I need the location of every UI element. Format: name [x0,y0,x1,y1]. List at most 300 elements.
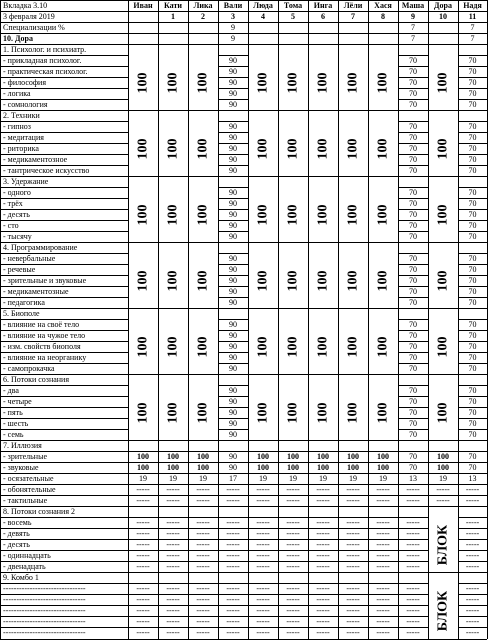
specialization-value [248,22,278,33]
value-cell: 90 [229,320,237,329]
row-grid-line [0,528,128,529]
value-cell: 70 [409,265,417,274]
value-cell: ----- [346,562,360,571]
row-grid-line [458,77,487,78]
row-grid-line [0,55,128,56]
merged-value-cell: 100 [285,336,300,357]
row-grid-line [398,352,428,353]
specialization-value: 9 [231,23,235,32]
dora-value [428,33,458,44]
row-grid-line [218,451,248,452]
row-grid-line [0,88,128,89]
value-cell: 70 [468,276,477,285]
value-cell: ----- [226,606,240,615]
row-grid-line [398,385,428,386]
row-grid-line [458,539,487,540]
column-header-name: Тома [283,1,303,10]
column-grid-line [458,0,459,639]
value-cell: 19 [199,474,207,483]
row-grid-line [188,473,218,474]
value-cell: ----- [286,485,300,494]
row-grid-line [458,209,487,210]
row-grid-line [338,605,368,606]
value-cell: 100 [167,463,179,472]
row-grid-line [338,462,368,463]
value-cell: ----- [346,496,360,505]
row-grid-line [248,495,278,496]
row-grid-line [278,627,308,628]
merged-value-cell: 100 [375,336,390,357]
row-grid-line [458,550,487,551]
row-label: ------------------------------- [3,628,86,637]
row-grid-line [458,220,487,221]
row-grid-line [338,627,368,628]
row-grid-line [308,484,338,485]
row-grid-line [398,297,428,298]
value-cell: 70 [409,276,417,285]
value-cell: ----- [286,595,300,604]
value-cell: ----- [376,595,390,604]
row-grid-line [398,616,428,617]
value-cell: 90 [229,430,237,439]
row-grid-line [278,594,308,595]
row-grid-line [458,165,487,166]
row-grid-line [218,209,248,210]
value-cell: 19 [319,474,327,483]
row-grid-line [0,594,128,595]
column-header-name: Дора [434,1,452,10]
value-cell: 90 [229,408,237,417]
row-grid-line [0,396,128,397]
merged-value-cell: 100 [315,402,330,423]
dora-value: 7 [470,34,475,43]
row-grid-line [338,473,368,474]
row-grid-line [0,66,128,67]
section-title: 4. Программирование [3,243,78,252]
value-cell: ----- [406,617,420,626]
section-grid-line [0,308,487,309]
value-cell: ----- [256,584,270,593]
section-title: 9. Комбо 1 [3,573,39,582]
row-grid-line [278,528,308,529]
row-label: - практическая психолог. [3,67,88,76]
value-cell: 70 [468,430,477,439]
merged-value-cell: 100 [165,204,180,225]
row-grid-line [368,451,398,452]
value-cell: ----- [136,485,150,494]
row-grid-line [218,77,248,78]
value-cell: 70 [468,353,477,362]
value-cell: 70 [468,155,477,164]
row-grid-line [218,275,248,276]
row-label: - тантрическое искусство [3,166,90,175]
value-cell: ----- [226,562,240,571]
value-cell: ----- [465,584,480,593]
header-grid-line [0,33,487,34]
value-cell: ----- [346,551,360,560]
row-grid-line [398,121,428,122]
header-grid-line [0,0,487,1]
value-cell: ----- [196,496,210,505]
value-cell: ----- [406,628,420,637]
merged-value-cell: 100 [255,402,270,423]
row-grid-line [188,517,218,518]
value-cell: 70 [409,67,417,76]
column-grid-line [308,0,309,639]
column-grid-line [338,0,339,639]
row-grid-line [248,627,278,628]
row-grid-line [188,528,218,529]
value-cell: ----- [256,485,270,494]
value-cell: 70 [409,452,417,461]
row-grid-line [398,330,428,331]
merged-value-cell: 100 [165,336,180,357]
value-cell: ----- [166,595,180,604]
merged-value-cell: 100 [315,270,330,291]
row-grid-line [218,319,248,320]
row-grid-line [218,143,248,144]
row-grid-line [218,363,248,364]
value-cell: ----- [136,551,150,560]
row-grid-line [308,517,338,518]
value-cell: 90 [229,144,237,153]
merged-value-cell: 100 [435,336,450,357]
specialization-value [368,22,398,33]
row-grid-line [458,286,487,287]
row-grid-line [428,473,458,474]
value-cell: 70 [468,408,477,417]
row-grid-line [188,627,218,628]
merged-value-cell: 100 [195,336,210,357]
merged-value-cell: 100 [135,138,150,159]
row-grid-line [158,484,188,485]
merged-value-cell: 100 [195,204,210,225]
row-grid-line [398,473,428,474]
value-cell: 100 [167,452,179,461]
value-cell: ----- [166,485,180,494]
row-grid-line [128,605,158,606]
section-title: 7. Иллюзия [3,441,42,450]
value-cell: 100 [437,452,449,461]
row-grid-line [398,594,428,595]
specialization-value [128,22,158,33]
row-grid-line [458,495,487,496]
row-grid-line [0,473,128,474]
column-header-index: 8 [381,12,385,21]
value-cell: 70 [409,100,417,109]
row-grid-line [458,99,487,100]
row-grid-line [218,473,248,474]
dora-value: 9 [231,34,235,43]
value-cell: ----- [286,617,300,626]
row-grid-line [0,330,128,331]
value-cell: 100 [197,463,209,472]
row-grid-line [218,286,248,287]
value-cell: 70 [409,166,417,175]
value-cell: 100 [317,452,329,461]
row-grid-line [218,99,248,100]
row-grid-line [188,484,218,485]
row-grid-line [218,539,248,540]
value-cell: ----- [136,606,150,615]
column-header-name: Люда [253,1,273,10]
row-label: - влияние на неорганику [3,353,87,362]
section-grid-line [0,176,487,177]
row-grid-line [128,550,158,551]
row-label: - одного [3,188,31,197]
value-cell: ----- [226,518,240,527]
row-grid-line [458,341,487,342]
value-cell: ----- [316,540,330,549]
row-grid-line [458,616,487,617]
row-grid-line [0,451,128,452]
value-cell: 70 [409,155,417,164]
row-grid-line [158,594,188,595]
column-header-index [128,11,158,22]
value-cell: 17 [229,474,237,483]
column-header-index: 3 [231,12,235,21]
value-cell: 100 [377,452,389,461]
row-grid-line [308,473,338,474]
value-cell: 70 [409,122,417,131]
value-cell: 90 [229,166,237,175]
row-grid-line [398,462,428,463]
value-cell: 90 [229,265,237,274]
row-grid-line [458,451,487,452]
merged-value-cell: 100 [255,72,270,93]
value-cell: 90 [229,100,237,109]
column-grid-line [248,0,249,639]
section-title: 2. Техники [3,111,40,120]
value-cell: 90 [229,463,237,472]
value-cell: ----- [286,606,300,615]
row-grid-line [398,55,428,56]
row-label: - невербальные [3,254,56,263]
row-grid-line [248,583,278,584]
row-label: - педагогика [3,298,45,307]
value-cell: ----- [166,540,180,549]
value-cell: 70 [468,265,477,274]
value-cell: 90 [229,364,237,373]
row-grid-line [218,66,248,67]
merged-value-cell: 100 [345,204,360,225]
row-label: - медитация [3,133,44,142]
row-grid-line [398,220,428,221]
column-header-name: Лёли [343,1,363,10]
value-cell: ----- [316,617,330,626]
value-cell: 90 [229,353,237,362]
value-cell: ----- [346,540,360,549]
row-grid-line [218,550,248,551]
row-grid-line [218,187,248,188]
row-grid-line [218,165,248,166]
row-grid-line [398,165,428,166]
row-grid-line [0,286,128,287]
merged-value-cell: 100 [285,138,300,159]
row-grid-line [0,462,128,463]
row-grid-line [308,495,338,496]
row-grid-line [398,88,428,89]
section-grid-line [0,44,487,45]
section-grid-line [0,110,487,111]
value-cell: 70 [468,89,477,98]
row-grid-line [458,473,487,474]
value-cell: 19 [349,474,357,483]
merged-value-cell: 100 [375,204,390,225]
row-grid-line [0,187,128,188]
row-grid-line [0,385,128,386]
value-cell: 70 [409,221,417,230]
row-label: - осязательные [3,474,54,483]
row-label: - обонятельные [3,485,56,494]
row-grid-line [398,143,428,144]
row-grid-line [188,561,218,562]
row-grid-line [128,528,158,529]
row-label: - тактильные [3,496,48,505]
row-label: - риторика [3,144,39,153]
row-grid-line [338,484,368,485]
row-grid-line [458,429,487,430]
row-grid-line [398,154,428,155]
row-grid-line [0,319,128,320]
row-grid-line [368,561,398,562]
merged-value-cell: 100 [315,72,330,93]
row-grid-line [458,187,487,188]
row-label: - семь [3,430,24,439]
row-grid-line [248,528,278,529]
row-grid-line [0,352,128,353]
value-cell: ----- [376,518,390,527]
row-grid-line [368,473,398,474]
row-grid-line [218,220,248,221]
value-cell: 100 [287,452,299,461]
column-grid-line [158,0,159,639]
value-cell: 70 [468,298,477,307]
row-grid-line [218,132,248,133]
column-grid-line [428,0,429,639]
value-cell: 70 [409,408,417,417]
row-label: - прикладная психолог. [3,56,82,65]
row-grid-line [218,231,248,232]
row-grid-line [308,539,338,540]
value-cell: 70 [468,199,477,208]
row-grid-line [458,253,487,254]
value-cell: ----- [166,606,180,615]
row-grid-line [0,143,128,144]
row-grid-line [158,583,188,584]
dora-value [188,33,218,44]
value-cell: ----- [136,584,150,593]
value-cell: ----- [376,529,390,538]
sheet-title: Вкладка 3.10 [3,1,48,10]
row-grid-line [158,550,188,551]
merged-value-cell: 100 [315,204,330,225]
dora-value [158,33,188,44]
row-label: - философия [3,78,47,87]
row-grid-line [188,462,218,463]
value-cell: ----- [465,529,480,538]
value-cell: ----- [465,595,480,604]
row-grid-line [398,517,428,518]
value-cell: 90 [229,122,237,131]
value-cell: ----- [376,540,390,549]
column-grid-line [218,0,219,639]
row-grid-line [458,55,487,56]
specialization-label: Специализации % [3,23,65,32]
value-cell: ----- [256,595,270,604]
value-cell: ----- [406,485,420,494]
value-cell: 70 [409,430,417,439]
merged-value-cell: 100 [135,402,150,423]
value-cell: ----- [316,551,330,560]
value-cell: 70 [468,397,477,406]
row-grid-line [458,143,487,144]
row-grid-line [218,594,248,595]
row-grid-line [458,583,487,584]
row-grid-line [248,484,278,485]
value-cell: ----- [286,562,300,571]
value-cell: ----- [316,595,330,604]
merged-value-cell: 100 [345,72,360,93]
row-grid-line [128,517,158,518]
value-cell: ----- [316,562,330,571]
value-cell: ----- [256,628,270,637]
row-label: - десять [3,540,30,549]
value-cell: 70 [468,144,477,153]
row-grid-line [398,429,428,430]
value-cell: 90 [229,155,237,164]
value-cell: ----- [196,584,210,593]
value-cell: 100 [347,452,359,461]
value-cell: ----- [256,540,270,549]
column-header-index: 6 [321,12,325,21]
value-cell: 70 [409,364,417,373]
merged-value-cell: 100 [375,402,390,423]
value-cell: ----- [286,551,300,560]
value-cell: ----- [136,595,150,604]
row-grid-line [128,451,158,452]
row-grid-line [338,495,368,496]
row-grid-line [0,605,128,606]
value-cell: ----- [436,485,450,494]
value-cell: ----- [136,518,150,527]
section-grid-line [0,242,487,243]
value-cell: ----- [406,540,420,549]
value-cell: 90 [229,56,237,65]
value-cell: 70 [409,342,417,351]
row-grid-line [338,528,368,529]
row-grid-line [278,451,308,452]
value-cell: 90 [229,276,237,285]
column-header-name: Лика [193,1,213,10]
row-label: - влияние на чужое тело [3,331,86,340]
value-cell: ----- [136,617,150,626]
value-cell: 90 [229,188,237,197]
row-grid-line [398,418,428,419]
column-header-index: 11 [468,12,477,21]
row-grid-line [398,198,428,199]
value-cell: ----- [346,595,360,604]
row-grid-line [188,616,218,617]
merged-value-cell: 100 [195,72,210,93]
value-cell: ----- [406,518,420,527]
value-cell: 70 [409,386,417,395]
specialization-value [278,22,308,33]
value-cell: ----- [376,562,390,571]
row-grid-line [0,253,128,254]
row-grid-line [308,550,338,551]
row-grid-line [278,539,308,540]
